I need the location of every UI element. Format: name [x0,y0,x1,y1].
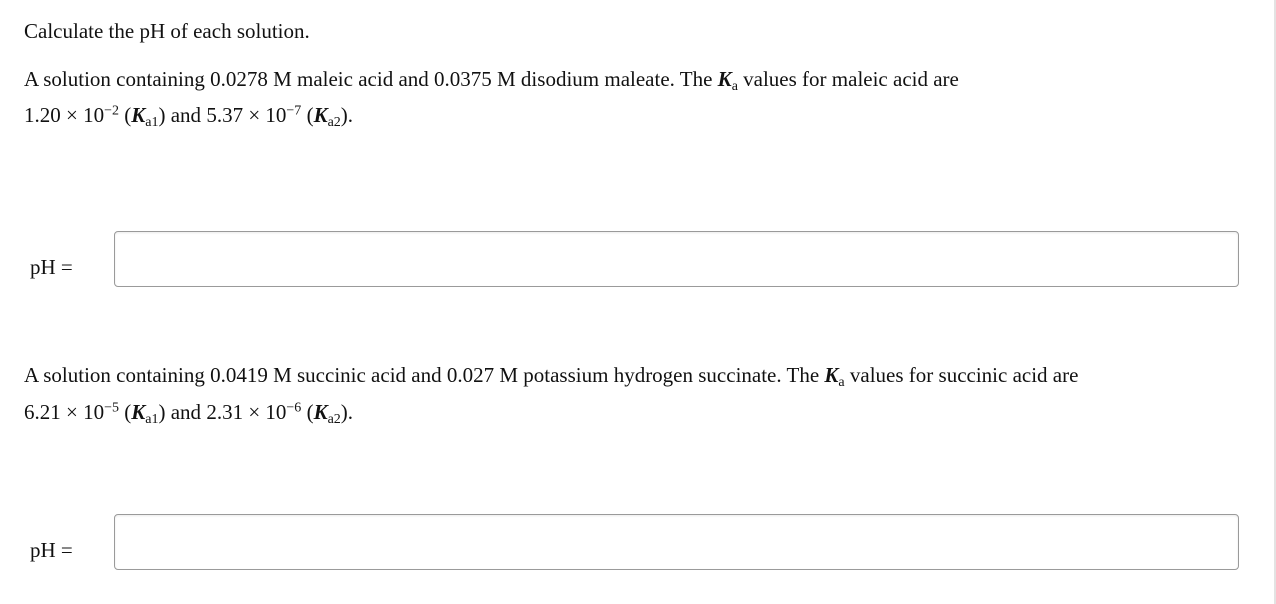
problem1-statement-line1: A solution containing 0.0278 M maleic acid and 0.0375 M disodium maleate. The $K_a$ values for maleic acid are [24,67,959,95]
problem1-statement-line2: $1.20 \times 10^{-2}$ $(K_{a1})$ and $5.37 \times 10^{-7}$ $(K_{a2})$. [24,103,354,131]
ka2-symbol: $K_{a2}$ [313,103,341,131]
ka-symbol: $K_a$ [824,363,845,391]
problem2-ph-answer-field[interactable] [114,514,1239,570]
problem2-statement-line1: A solution containing 0.0419 M succinic acid and 0.027 M potassium hydrogen succinate. The $K_a$ values for succinic acid are [24,363,1079,391]
ka2-symbol: $K_{a2}$ [313,400,341,428]
problem2-ph-label: pH = [30,538,73,562]
ka-symbol: $K_a$ [717,67,738,95]
problem2-statement-line2: $6.21 \times 10^{-5}$ $(K_{a1})$ and $2.31 \times 10^{-6}$ $(K_{a2})$. [24,400,354,428]
instruction-text: Calculate the pH of each solution. [24,19,310,43]
problem1-ph-answer-field[interactable] [114,231,1239,287]
ka1-symbol: $K_{a1}$ [131,103,159,131]
problem1-ph-label: pH = [30,255,73,279]
ka1-symbol: $K_{a1}$ [131,400,159,428]
